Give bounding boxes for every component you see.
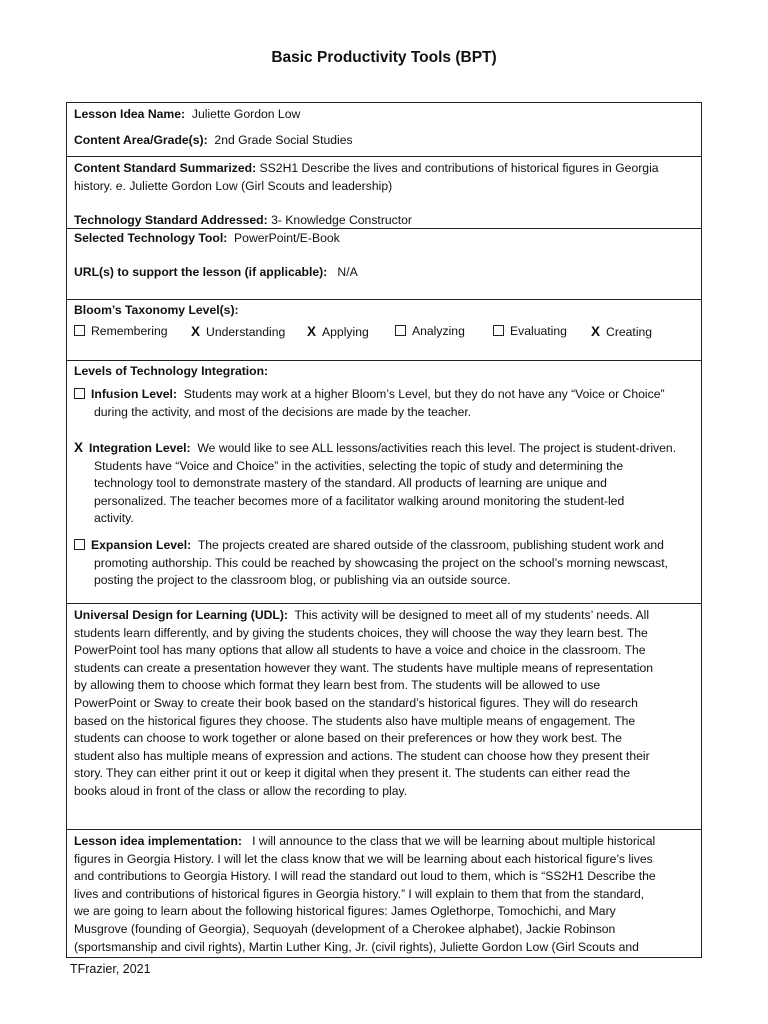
- content-standard-text: SS2H1 Describe the lives and contributions of historical figures in Georgia: [259, 161, 659, 175]
- lesson-idea-label: Lesson Idea Name:: [74, 107, 186, 121]
- x-mark-icon: X: [191, 324, 201, 339]
- blooms-analyzing: Analyzing: [395, 324, 465, 338]
- integration-level: X Integration Level: We would like to see ALL lessons/activities reach this level. The project is student-driven. Students have “Voice and Choice” in the activities, selecting the topic of study and determining the technology tool to demonstrate mastery of the standard. All products of learning are unique and personalized. The teacher becomes more of a facilitator walking around monitoring the student-led activity.: [74, 440, 677, 526]
- tool-row: [67, 228, 701, 299]
- checkbox-empty-icon: [493, 325, 504, 336]
- url-line: [74, 265, 696, 280]
- blooms-evaluating: Evaluating: [493, 324, 567, 338]
- expansion-level: Expansion Level: The projects created are shared outside of the classroom, publishing student work and promoting authorship. This could be reached by showcasing the project on the school’s morning newscast, posting the project to the classroom blog, or publishing via an outside source.: [74, 537, 694, 590]
- implementation-paragraph: Lesson idea implementation: I will announce to the class that we will be learning about multiple historical figures in Georgia History. I will let the class know that we will be learning about each historical figure’s lives and contributions to Georgia History. I will read the standard out loud to them, which is “SS2H1 Describe the lives and contributions of historical figures in Georgia history.” I will explain to them that from the standard, we are going to learn about the following historical figures: James Oglethorpe, Tomochichi, and Mary Musgrove (founding of Georgia), Sequoyah (development of a Cherokee alphabet), Jackie Robinson (sportsmanship and civil rights), Martin Luther King, Jr. (civil rights), Juliette Gordon Low (Girl Scouts and: [74, 834, 656, 954]
- tool-label: Selected Technology Tool:: [74, 231, 228, 245]
- content-standard-label: Content Standard Summarized:: [74, 161, 257, 175]
- content-area-value: 2nd Grade Social Studies: [214, 133, 353, 147]
- tool-line: [74, 231, 696, 246]
- implementation-row: [67, 829, 701, 957]
- document-title: Basic Productivity Tools (BPT): [271, 49, 497, 66]
- blooms-label: Bloom’s Taxonomy Level(s):: [74, 303, 239, 317]
- udl-paragraph: Universal Design for Learning (UDL): This activity will be designed to meet all of my students’ needs. All students learn differently, and by giving the students choices, they will choose the way they learn best. The PowerPoint tool has many options that allow all students to have a voice and choice in the classroom. The students can create a presentation however they want. The students have multiple means of representation by allowing them to choose which format they learn best from. The students will be allowed to use PowerPoint or Sway to create their book based on the standard’s historical figures. They will do research based on the historical figures they choose. The students also have multiple means of engagement. The students can choose to work together or alone based on their preferences or how they work best. The student also has multiple means of expression and actions. The student can choose how they present their story. They can either print it out or keep it digital when they present it. The students can either read the books aloud in front of the class or allow the recording to play.: [74, 608, 654, 798]
- udl-row: [67, 603, 701, 829]
- lesson-info-row: [67, 103, 701, 156]
- standards-row: [67, 156, 701, 228]
- checkbox-empty-icon: [74, 325, 85, 336]
- blooms-row: [67, 299, 701, 360]
- lesson-idea-line: [74, 107, 696, 122]
- checkbox-empty-icon: [395, 325, 406, 336]
- content-standard-line1: [74, 161, 696, 176]
- implementation-label: Lesson idea implementation:: [74, 834, 242, 848]
- tool-value: PowerPoint/E-Book: [234, 231, 340, 245]
- tech-standard-label: Technology Standard Addressed:: [74, 213, 268, 227]
- url-value: N/A: [337, 265, 358, 279]
- lesson-idea-value: Juliette Gordon Low: [191, 107, 301, 121]
- integration-row: [67, 360, 701, 603]
- content-area-line: [74, 133, 696, 148]
- url-label: URL(s) to support the lesson (if applicable):: [74, 265, 328, 279]
- x-mark-icon: X: [307, 324, 317, 339]
- blooms-remembering: Remembering: [74, 324, 168, 338]
- blooms-creating: X Creating: [591, 324, 653, 339]
- content-area-label: Content Area/Grade(s):: [74, 133, 208, 147]
- blooms-understanding: X Understanding: [191, 324, 286, 339]
- bpt-table: [66, 102, 702, 958]
- tech-standard-line: [74, 213, 696, 228]
- udl-label: Universal Design for Learning (UDL):: [74, 608, 288, 622]
- integration-heading: Levels of Technology Integration:: [74, 364, 269, 378]
- infusion-level: Infusion Level: Students may work at a higher Bloom’s Level, but they do not have any “Voice or Choice” during the activity, and most of the decisions are made by the teacher.: [74, 386, 694, 421]
- x-mark-icon: X: [591, 324, 601, 339]
- tech-standard-value: 3- Knowledge Constructor: [271, 213, 412, 227]
- footer-credit: TFrazier, 2021: [70, 962, 151, 976]
- checkbox-empty-icon: [74, 388, 85, 399]
- blooms-applying: X Applying: [307, 324, 369, 339]
- x-mark-icon: X: [74, 440, 84, 455]
- content-standard-line2: history. e. Juliette Gordon Low (Girl Scouts and leadership): [74, 179, 393, 193]
- checkbox-empty-icon: [74, 539, 85, 550]
